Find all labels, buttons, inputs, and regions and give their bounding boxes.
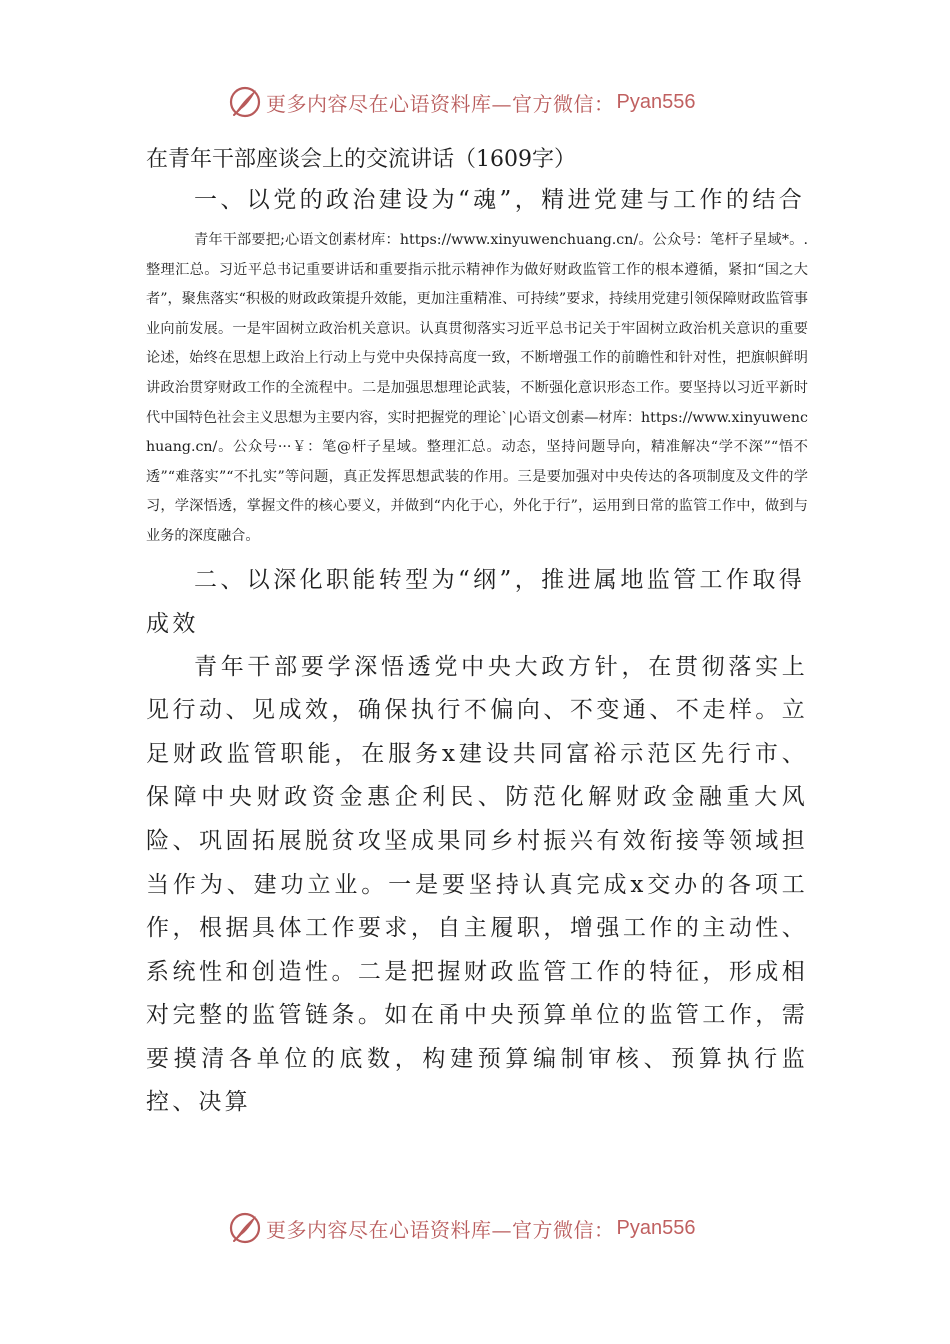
watermark-banner-bottom bbox=[228, 1208, 695, 1248]
section-heading-1: 一、以党的政治建设为“魂”，精进党建与工作的结合 bbox=[194, 187, 806, 213]
watermark-wechat-id: Pyan556 bbox=[616, 1216, 696, 1239]
paragraph-2: 青年干部要学深悟透党中央大政方针，在贯彻落实上见行动、见成效，确保执行不偏向、不变通、不走样。立足财政监管职能，在服务x建设共同富裕示范区先行市、保障中央财政资金惠企利民、防范化解财政金融重大风险、巩固拓展脱贫攻坚成果同乡村振兴有效衔接等领域担当作为、建功立业。一是要坚持认真完成x交办的各项工作，根据具体工作要求，自主履职，增强工作的主动性、系统性和创造性。二是把握财政监管工作的特征，形成相对完整的监管链条。如在甬中央预算单位的监管工作，需要摸清各单位的底数，构建预算编制审核、预算执行监控、决算 bbox=[146, 653, 808, 1116]
watermark-wechat-id: Pyan556 bbox=[616, 90, 696, 113]
quill-logo-icon bbox=[228, 1211, 262, 1245]
watermark-banner-top bbox=[228, 82, 695, 122]
watermark-text: 更多内容尽在心语资料库—官方微信： bbox=[266, 1217, 615, 1242]
document-title: 在青年干部座谈会上的交流讲话（1609字） bbox=[146, 147, 576, 172]
section-heading-2: 二、以深化职能转型为“纲”，推进属地监管工作取得成效 bbox=[146, 566, 806, 637]
quill-logo-icon bbox=[228, 85, 262, 119]
paragraph-1: 青年干部要把;心语文创素材库：https://www.xinyuwenchuang.cn/。公众号：笔杆子星域*。.整理汇总。习近平总书记重要讲话和重要指示批示精神作为做好财政监管工作的根本遵循，紧扣“国之大者”，聚焦落实“积极的财政政策提升效能，更加注重精准、可持续”要求，持续用党建引领保障财政监管事业向前发展。一是牢固树立政治机关意识。认真贯彻落实习近平总书记关于牢固树立政治机关意识的重要论述，始终在思想上政治上行动上与党中央保持高度一致，不断增强工作的前瞻性和针对性，把旗帜鲜明讲政治贯穿财政工作的全流程中。二是加强思想理论武装，不断强化意识形态工作。要坚持以习近平新时代中国特色社会主义思想为主要内容，实时把握党的理论`|心语文创素—材库：https://www.xinyuwenchuang.cn/。公众号···￥：笔@杆子星域。整理汇总。动态，坚持问题导向，精准解决“学不深”“悟不透”“难落实”“不扎实”等问题，真正发挥思想武装的作用。三是要加强对中央传达的各项制度及文件的学习，学深悟透，掌握文件的核心要义，并做到“内化于心，外化于行”，运用到日常的监管工作中，做到与业务的深度融合。 bbox=[146, 232, 808, 544]
watermark-text: 更多内容尽在心语资料库—官方微信： bbox=[266, 91, 615, 116]
document-body bbox=[146, 142, 808, 1125]
